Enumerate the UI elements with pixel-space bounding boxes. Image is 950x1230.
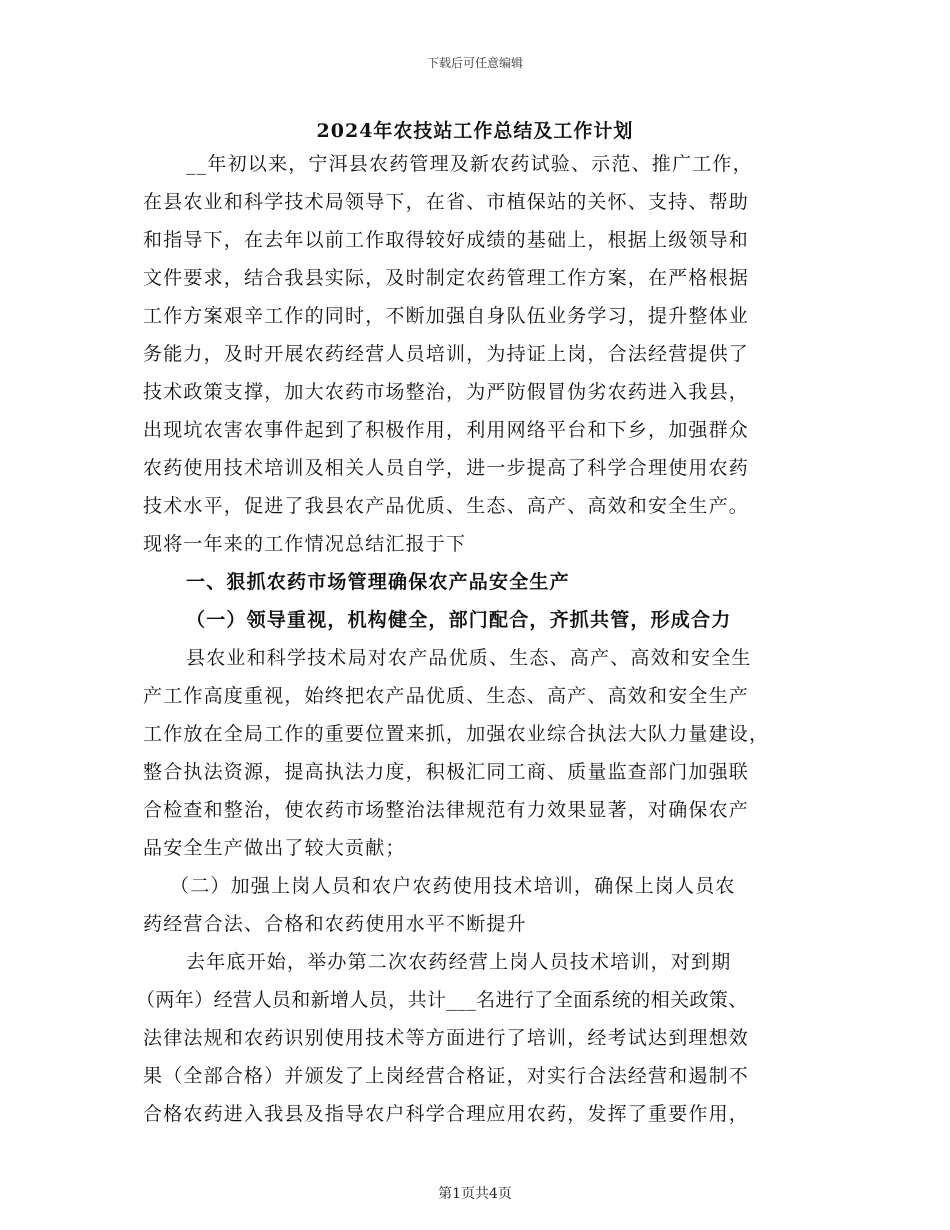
- body-line: 产工作高度重视，始终把农产品优质、生态、高产、高效和安全生产: [143, 685, 750, 707]
- body-line: 果（全部合格）并颁发了上岗经营合格证，对实行合法经营和遏制不: [143, 1065, 750, 1087]
- subsection-heading: （二）加强上岗人员和农户农药使用技术培训，确保上岗人员农: [170, 875, 736, 897]
- body-line: 技术水平，促进了我县农产品优质、生态、高产、高效和安全生产。: [143, 495, 750, 517]
- body-line: 县农业和科学技术局对农产品优质、生态、高产、高效和安全生: [186, 647, 752, 669]
- body-line: 合检查和整治，使农药市场整治法律规范有力效果显著，对确保农产: [143, 799, 750, 821]
- document-title: 2024年农技站工作总结及工作计划: [316, 120, 634, 142]
- page-header-note: 下载后可任意编辑: [426, 56, 523, 70]
- body-line: 文件要求，结合我县实际，及时制定农药管理工作方案，在严格根据: [143, 267, 750, 289]
- body-line: 务能力，及时开展农药经营人员培训，为持证上岗，合法经营提供了: [143, 343, 750, 365]
- body-line: 现将一年来的工作情况总结汇报于下: [143, 533, 467, 555]
- body-line: 工作方案艰辛工作的同时，不断加强自身队伍业务学习，提升整体业: [143, 305, 750, 327]
- subsection-heading: （一）领导重视，机构健全，部门配合，齐抓共管，形成合力: [186, 609, 732, 631]
- body-line: （两年）经营人员和新增人员，共计___名进行了全面系统的相关政策、: [136, 989, 748, 1011]
- body-line: 在县农业和科学技术局领导下，在省、市植保站的关怀、支持、帮助: [143, 191, 750, 213]
- body-line: 整合执法资源，提高执法力度，积极汇同工商、质量监查部门加强联: [143, 761, 750, 783]
- body-line: 药经营合法、合格和农药使用水平不断提升: [143, 913, 527, 935]
- body-line: 技术政策支撑，加大农药市场整治，为严防假冒伪劣农药进入我县，: [143, 381, 750, 403]
- body-line: 去年底开始，举办第二次农药经营上岗人员技术培训，对到期: [186, 951, 732, 973]
- body-line: 法律法规和农药识别使用技术等方面进行了培训，经考试达到理想效: [143, 1027, 750, 1049]
- body-line: 品安全生产做出了较大贡献；: [143, 837, 406, 859]
- body-line: 工作放在全局工作的重要位置来抓，加强农业综合执法大队力量建设，: [143, 723, 770, 745]
- body-line: 农药使用技术培训及相关人员自学，进一步提高了科学合理使用农药: [143, 457, 750, 479]
- body-line: 出现坑农害农事件起到了积极作用，利用网络平台和下乡，加强群众: [143, 419, 750, 441]
- body-line: 和指导下，在去年以前工作取得较好成绩的基础上，根据上级领导和: [143, 229, 750, 251]
- body-line: __年初以来，宁洱县农药管理及新农药试验、示范、推广工作，: [186, 153, 753, 175]
- page-footer: 第1页共4页: [438, 1186, 512, 1202]
- body-line: 合格农药进入我县及指导农户科学合理应用农药，发挥了重要作用，: [143, 1103, 750, 1125]
- section-heading: 一、狠抓农药市场管理确保农产品安全生产: [186, 571, 570, 593]
